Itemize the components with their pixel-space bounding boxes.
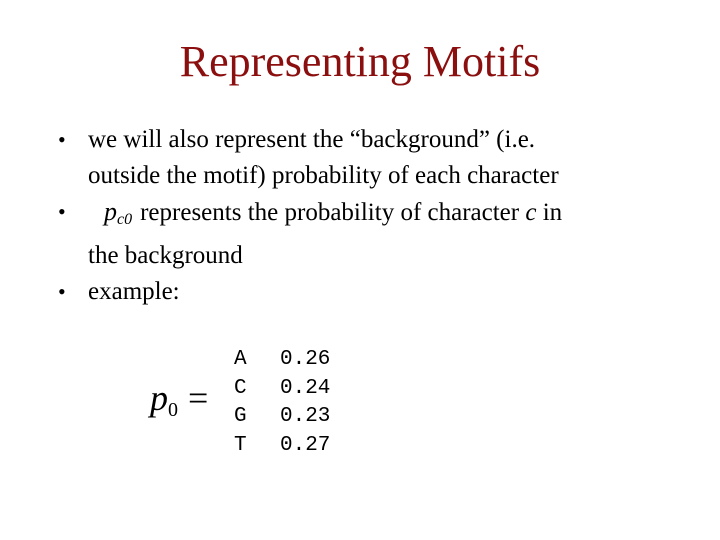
math-pc0 [104,194,132,238]
emphasized-char: c [525,199,537,226]
math-subscript: 0 [168,399,178,421]
example-lhs [150,378,208,430]
bullet-list [58,122,678,310]
example-distribution [150,344,410,464]
bullet-text-line: the background [88,242,243,269]
bullet-symbol: • [58,127,66,152]
probability-value: 0.24 [280,376,331,400]
math-var: p [150,378,168,418]
bullet-text: example: [88,278,180,305]
probability-value: 0.23 [280,405,331,428]
table-row [234,432,330,461]
table-row [234,375,330,404]
probability-value: 0.26 [280,348,331,371]
table-row [234,346,330,375]
bullet-text: in [536,199,563,226]
math-subscript: c0 [117,211,133,228]
base-label: A [234,348,247,371]
base-label: G [234,405,247,428]
slide-title: Representing Motifs [179,37,541,86]
bullet-item-background [58,122,678,194]
base-label: C [234,376,247,400]
probability-table [234,346,330,460]
bullet-item-example [58,274,678,310]
bullet-text-line: outside the motif) probability of each character [88,162,559,189]
bullet-text: represents the probability of character [140,199,526,226]
equals-sign: = [188,378,209,418]
bullet-symbol: • [58,279,66,304]
probability-value: 0.27 [280,433,331,457]
math-var: p [104,197,117,226]
base-label: T [234,433,247,457]
bullet-item-pc0 [58,194,678,274]
bullet-text-line: we will also represent the “background” (i.e. [88,126,536,153]
bullet-symbol: • [58,199,66,224]
table-row [234,403,330,432]
